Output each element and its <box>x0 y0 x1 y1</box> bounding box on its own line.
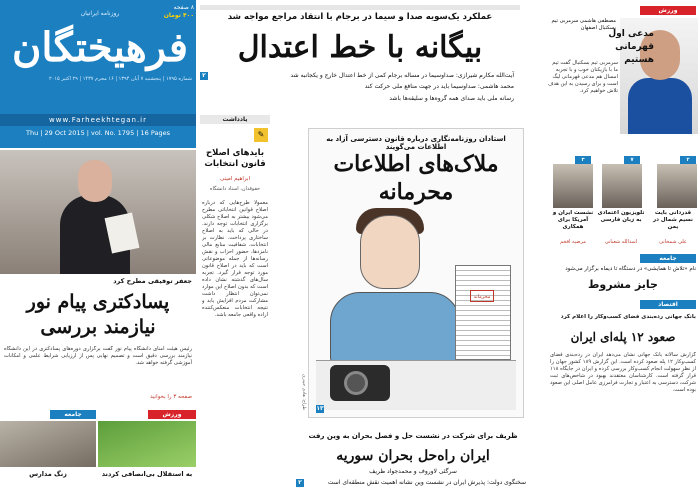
coach-intro: مصطفی هاشمی سرمربی تیم بسکتبال اصفهان <box>551 18 616 31</box>
newspaper-logo: فرهیختگان <box>12 24 188 71</box>
economy-body: گزارش سالانه بانک جهانی نشان می‌دهد ایران در رده‌بندی فضای کسب‌وکار ۱۲ پله صعود کرده است. این گزارش ۱۸۹ کشور جهان را از نظر سهولت انجام کسب‌وکار بررسی کرده و ایران در جایگاه ۱۱۸ قرار گرفته است. کارشناسان معتقدند بهبود در شاخص‌های ثبت شرکت، دسترسی به اعتبار و تجارت فرامرزی عامل اصلی این صعود بوده است. <box>550 352 696 393</box>
bottom-page-badge: ۲ <box>296 479 304 487</box>
society-headline[interactable]: جایز مشروط <box>588 278 658 291</box>
issue-date-line: Thu | 29 Oct 2015 | vol. No. 1795 | 16 Pages <box>26 129 170 137</box>
column-section-bar: یادداشت <box>200 115 270 124</box>
masthead-tagline: روزنامه ایرانیان <box>80 10 120 17</box>
thumb-3-author: مرضیه افخم <box>560 239 586 245</box>
main-story-sub-3: رسانه ملی باید صدای همه گروه‌ها و سلیقه‌ها باشد <box>389 95 514 102</box>
cartoon-title[interactable]: ملاک‌های اطلاعات محرمانه <box>333 151 499 205</box>
thumb-2-caption[interactable]: تلویزیون اعتمادی به زبان فارسی <box>597 210 645 223</box>
cartoonist-signature: طراح: هادی حیدری <box>301 373 306 410</box>
society-kicker: نام «تلاش تا همایشی» در دستگاه تا دیماه برگزار می‌شود <box>565 266 696 272</box>
sport-photo <box>98 421 196 467</box>
society-photo <box>0 421 96 467</box>
page-count: ۸ صفحه <box>173 4 194 11</box>
notepad-icon: ✎ <box>254 128 268 142</box>
column-body: معمولا طرح‌هایی که درباره اصلاح قوانین انتخاباتی مطرح می‌شود بیشتر به اصلاح شکلی برگزاری انتخابات توجه دارند. در حالی که باید به اصلاح ساختاری پرداخت. نظارت بر انتخابات، شفافیت منابع مالی نامزدها، حضور احزاب و نقش رسانه‌ها از جمله موضوعاتی است که باید در اصلاح قانون مورد توجه قرار گیرد. تجربه سال‌های گذشته نشان داده است که بدون اصلاح این موارد نمی‌توان انتظار داشت مشارکت مردم افزایش یابد و نتیجه انتخابات منعکس‌کننده اراده واقعی جامعه باشد. <box>202 200 268 318</box>
left-story-body: رئیس هیئت امنای دانشگاه پیام نور گفت برگزاری دوره‌های پسادکتری در این دانشگاه نیازمند بررسی دقیق است و تصمیم نهایی پس از ارزیابی شرایط علمی و امکانات آموزشی گرفته خواهد شد. <box>4 346 192 366</box>
thumb-3-photo <box>553 164 593 208</box>
paper-stack <box>455 265 511 360</box>
coach-shirt <box>628 78 692 134</box>
column-title[interactable]: بایدهای اصلاح قانون انتخابات <box>204 148 266 169</box>
price-box <box>150 4 194 22</box>
thumb-3-caption[interactable]: نشست ایران و آمریکا برای همکاری <box>552 210 594 230</box>
society-caption[interactable]: زنگ مدارس <box>29 470 67 478</box>
left-story-kicker: جعفر توفیقی مطرح کرد <box>113 277 192 285</box>
column-author: ابراهیم امینی <box>220 176 250 182</box>
thumb-1-photo <box>657 164 697 208</box>
thumb-1-num: ۲ <box>680 156 696 164</box>
left-story-headline[interactable]: پسادکتری پیام نور نیازمند بررسی <box>26 291 170 338</box>
photo-figure-head <box>78 160 112 202</box>
website-link[interactable]: www.Farheekhtegan.ir <box>0 114 196 126</box>
bottom-story-kicker: ظریف برای شرکت در نشست حل و فصل بحران به وین رفت <box>308 432 518 440</box>
confidential-stamp: محرمانه <box>470 290 494 302</box>
sport-caption[interactable]: به استقلال بی‌انصافی کردند <box>101 470 193 478</box>
economy-kicker: بانک جهانی رده‌بندی فضای کسب‌وکار را اعلام کرد <box>560 314 696 320</box>
page-ref-badge: ۲ <box>200 72 208 80</box>
cartoon-page-badge: ۱۳ <box>316 405 324 412</box>
left-story-more-link[interactable]: صفحه ۳ را بخوانید <box>150 394 192 400</box>
economy-headline[interactable]: صعود ۱۲ پله‌ای ایران <box>570 330 676 344</box>
bottom-story-sub-2: سخنگوی دولت: پذیرش ایران در نشست وین نشانه اهمیت نقش منطقه‌ای است <box>327 479 526 486</box>
thumb-3-num: ۳ <box>575 156 591 164</box>
thumb-2-photo <box>602 164 642 208</box>
thumb-1-caption[interactable]: قدردانی بایت نسیم شمال در یمن <box>653 210 693 230</box>
thumb-2-num: ۷ <box>624 156 640 164</box>
society-section-tag: جامعه <box>50 410 96 419</box>
camera-lens <box>344 371 368 395</box>
society-tag-right: جامعه <box>640 254 696 263</box>
price: ۴۰۰ تومان <box>163 12 194 19</box>
main-story-sub-1: آیت‌الله مکارم شیرازی: صداوسیما در مساله برجام کمی از خط اعتدال خارج و یکجانبه شد <box>290 72 514 79</box>
bottom-story-sub-1: سرگئی لاوروف و محمدجواد ظریف <box>369 468 457 475</box>
main-story-kicker: عملکرد یک‌سویه صدا و سیما در برجام با انتقاد مراجع مواجه شد <box>227 12 493 22</box>
sport-section-tag: ورزش <box>148 410 196 419</box>
thumb-1-author: علی شمخانی <box>659 239 687 245</box>
main-story-sub-2: محمد هاشمی: صداوسیما باید در جهت منافع ملی حرکت کند <box>364 83 514 90</box>
top-rule <box>200 5 520 10</box>
coach-body: سرمربی تیم بسکتبال گفت تیم ما با بازیکنان خوب و با تجربه امسال هم مدعی قهرمانی لیگ است و برای رسیدن به این هدف تلاش خواهیم کرد. <box>548 60 618 94</box>
sport-tag-right: ورزش <box>640 6 696 15</box>
main-story-headline[interactable]: بیگانه با خط اعتدال <box>237 30 483 65</box>
column-author-role: حقوقدان، استاد دانشگاه <box>209 186 261 192</box>
cartoon-body <box>330 292 460 362</box>
issue-info: شماره ۱۷۹۵ | پنجشنبه ۷ آبان ۱۳۹۴ | ۱۶ محرم ۱۴۳۷ | ۲۹ اکتبر ۲۰۱۵ <box>48 76 192 82</box>
cartoon-kicker: استادان روزنامه‌نگاری درباره قانون دسترسی آزاد به اطلاعات می‌گویند <box>326 135 506 151</box>
coach-quote[interactable]: مدعی اول قهرمانی هستیم <box>608 29 654 65</box>
thumb-2-author: اسدالله شعبانی <box>604 239 638 245</box>
bottom-story-headline[interactable]: ایران راه‌حل بحران سوریه <box>336 448 490 464</box>
cartoon-face <box>360 215 420 289</box>
economy-tag: اقتصاد <box>640 300 696 309</box>
